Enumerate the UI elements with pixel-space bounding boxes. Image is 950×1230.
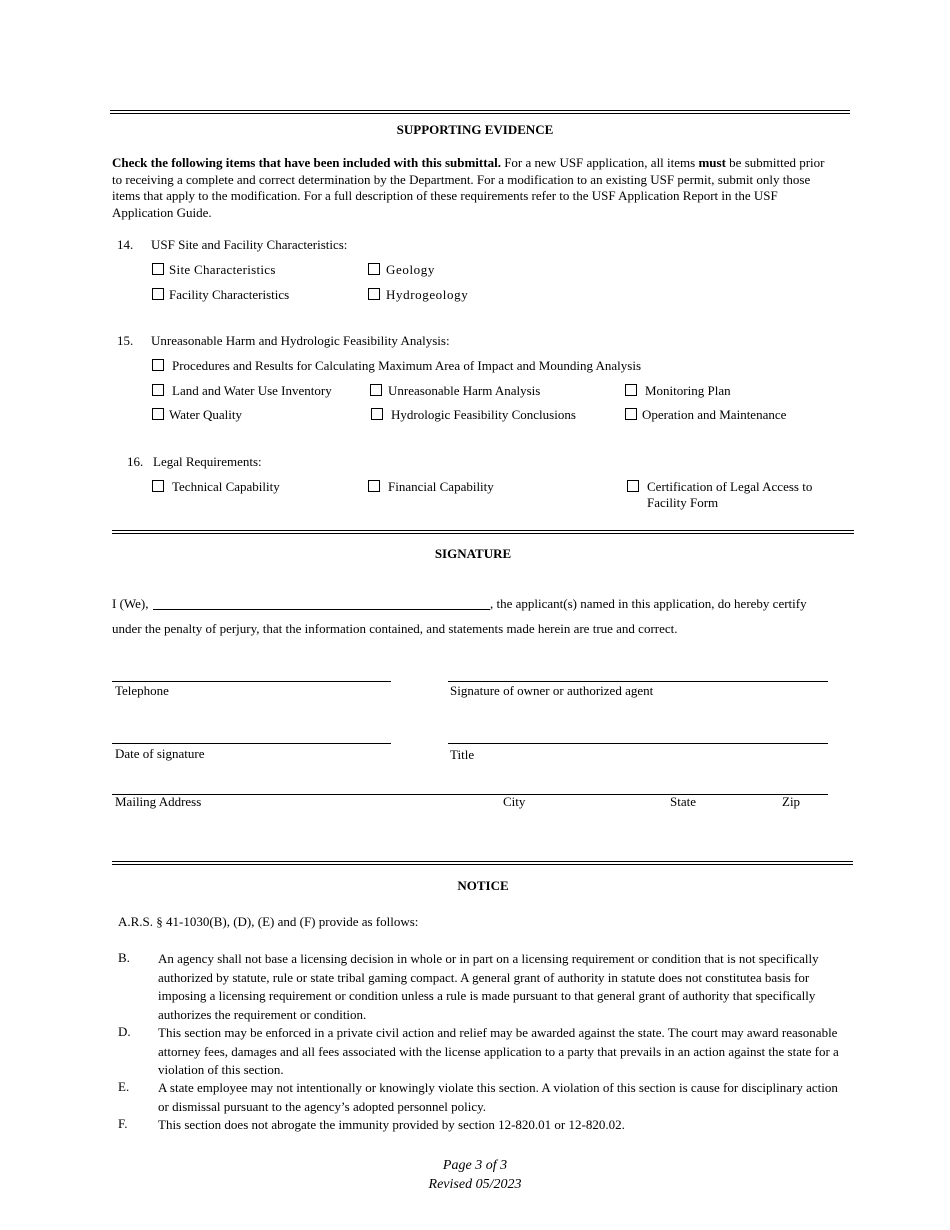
telephone-label: Telephone (115, 683, 169, 698)
certify-suffix: , the applicant(s) named in this application, do hereby certify (490, 596, 807, 611)
checkbox-land-water-use[interactable] (152, 384, 164, 396)
sec14-title: USF Site and Facility Characteristics: (151, 237, 348, 252)
checkbox-technical-capability[interactable] (152, 480, 164, 492)
notice-double-rule (112, 861, 853, 865)
label-certification-legal-access-line2: Facility Form (647, 495, 719, 510)
mailing-address-label: Mailing Address (115, 794, 202, 809)
notice-text: This section does not abrogate the immunity provided by section 12-820.01 or 12-820.02. (158, 1117, 625, 1132)
city-label: City (503, 794, 526, 809)
revision-date: Revised 05/2023 (428, 1177, 522, 1192)
notice-text: An agency shall not base a licensing decision in whole or in part on a licensing requirement or condition that is not specifically authorized by statute, rule or state tribal gaming compact. A general grant of authority in statute does not constitutea basis for imposing a licensing requirement or condition unless a rule is made pursuant to that general grant of authority that specifically authorizes the requirement or condition. (158, 951, 819, 1022)
certify-line2: under the penalty of perjury, that the information contained, and statements made herein are true and correct. (112, 621, 678, 636)
top-double-rule (110, 110, 850, 114)
signature-double-rule (112, 530, 854, 534)
signature-heading: SIGNATURE (434, 546, 512, 561)
title-label: Title (450, 747, 475, 762)
signature-owner-label: Signature of owner or authorized agent (450, 683, 654, 698)
notice-text: A state employee may not intentionally or knowingly violate this section. A violation of this section is cause for disciplinary action or dismissal pursuant to the agency’s adopted personnel policy. (158, 1080, 838, 1114)
notice-item-f (118, 1116, 848, 1136)
checkbox-certification-legal-access[interactable] (627, 480, 639, 492)
applicant-name-field[interactable] (153, 609, 490, 610)
title-field[interactable] (448, 743, 828, 744)
label-procedures-results: Procedures and Results for Calculating Maximum Area of Impact and Mounding Analysis (172, 358, 641, 373)
checkbox-financial-capability[interactable] (368, 480, 380, 492)
label-technical-capability: Technical Capability (172, 479, 280, 494)
notice-letter: F. (118, 1116, 128, 1131)
intro-part1: For a new USF application, all items (500, 155, 699, 170)
checkbox-unreasonable-harm[interactable] (370, 384, 382, 396)
label-hydrogeology: Hydrogeology (386, 287, 469, 302)
label-land-water-use: Land and Water Use Inventory (172, 383, 332, 398)
date-signature-label: Date of signature (115, 746, 205, 761)
page-number: Page 3 of 3 (442, 1158, 508, 1173)
label-financial-capability: Financial Capability (388, 479, 494, 494)
label-site-characteristics: Site Characteristics (169, 262, 276, 277)
checkbox-water-quality[interactable] (152, 408, 164, 420)
label-hydrologic-feasibility: Hydrologic Feasibility Conclusions (391, 407, 576, 422)
notice-item-e (118, 1079, 848, 1117)
intro-must: must (698, 155, 726, 170)
sec14-number: 14. (117, 237, 134, 252)
checkbox-geology[interactable] (368, 263, 380, 275)
mailing-address-field[interactable] (112, 794, 828, 795)
notice-letter: D. (118, 1024, 131, 1039)
label-water-quality: Water Quality (169, 407, 242, 422)
notice-text: This section may be enforced in a private civil action and relief may be awarded against the state. The court may award reasonable attorney fees, damages and all fees associated with the license application to a party that prevails in an action against the state for a violation of this section. (158, 1025, 839, 1077)
sec15-number: 15. (117, 333, 134, 348)
intro-part2: be submitted prior to receiving a complete and correct determination by the Department. For a modification to an existing USF permit, submit only those items that apply to the modification. For a full description of these requirements refer to the USF Application Report in the USF Application Guide. (112, 155, 825, 220)
checkbox-monitoring-plan[interactable] (625, 384, 637, 396)
intro-bold: Check the following items that have been included with this submittal. (112, 155, 501, 170)
label-unreasonable-harm: Unreasonable Harm Analysis (388, 383, 541, 398)
state-label: State (670, 794, 696, 809)
certify-prefix: I (We), (112, 596, 149, 611)
notice-intro: A.R.S. § 41-1030(B), (D), (E) and (F) provide as follows: (118, 914, 419, 929)
notice-letter: B. (118, 950, 130, 965)
checkbox-procedures-results[interactable] (152, 359, 164, 371)
supporting-evidence-heading: SUPPORTING EVIDENCE (396, 122, 554, 137)
sec16-number: 16. (127, 454, 144, 469)
label-monitoring-plan: Monitoring Plan (645, 383, 731, 398)
checkbox-site-characteristics[interactable] (152, 263, 164, 275)
sec15-title: Unreasonable Harm and Hydrologic Feasibility Analysis: (151, 333, 450, 348)
checkbox-operation-maintenance[interactable] (625, 408, 637, 420)
checkbox-facility-characteristics[interactable] (152, 288, 164, 300)
label-facility-characteristics: Facility Characteristics (169, 287, 290, 302)
signature-owner-field[interactable] (448, 681, 828, 682)
label-geology: Geology (386, 262, 435, 277)
telephone-field[interactable] (112, 681, 391, 682)
label-certification-legal-access-line1: Certification of Legal Access to (647, 479, 813, 494)
checkbox-hydrogeology[interactable] (368, 288, 380, 300)
sec16-title: Legal Requirements: (153, 454, 262, 469)
label-operation-maintenance: Operation and Maintenance (642, 407, 787, 422)
notice-item-b (118, 950, 848, 1026)
notice-heading: NOTICE (457, 878, 509, 893)
zip-label: Zip (782, 794, 801, 809)
checkbox-hydrologic-feasibility[interactable] (371, 408, 383, 420)
supporting-intro (112, 155, 837, 221)
notice-letter: E. (118, 1079, 130, 1094)
notice-item-d (118, 1024, 848, 1080)
date-signature-field[interactable] (112, 743, 391, 744)
